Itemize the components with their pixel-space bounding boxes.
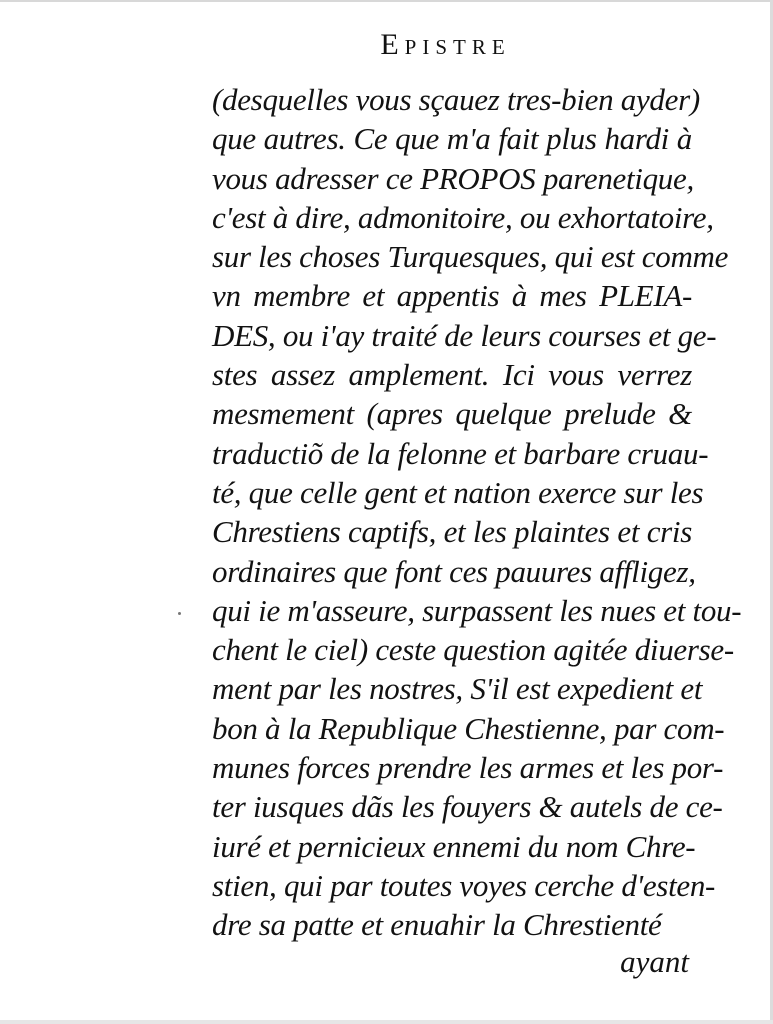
text-line: ter iusques dãs les fouyers & autels de ce-: [212, 789, 723, 825]
page-top-edge: [0, 0, 773, 2]
running-head: Epistre: [380, 28, 511, 61]
text-line: dre sa patte et enuahir la Chrestienté: [212, 907, 662, 943]
text-line: mesmement (apres quelque prelude &: [212, 396, 692, 432]
text-line: (desquelles vous sçauez tres-bien ayder): [212, 82, 700, 117]
text-line: qui ie m'asseure, surpassent les nues et tou-: [212, 592, 742, 628]
catchword: ayant: [620, 944, 689, 979]
text-line: sur les choses Turquesques, qui est comme: [212, 239, 729, 275]
page-bottom-edge: [0, 1020, 773, 1024]
text-line: vous adresser ce PROPOS parenetique,: [212, 160, 694, 196]
text-line: Chrestiens captifs, et les plaintes et cris: [212, 514, 692, 550]
text-line: vn membre et appentis à mes PLEIA-: [212, 278, 692, 314]
text-line: munes forces prendre les armes et les por-: [212, 750, 724, 786]
text-line: traductiõ de la felonne et barbare cruau-: [212, 435, 709, 471]
text-line: ment par les nostres, S'il est expedient et: [212, 671, 703, 707]
text-line: iuré et pernicieux ennemi du nom Chre-: [212, 828, 696, 864]
text-line: stien, qui par toutes voyes cerche d'esten-: [212, 867, 716, 903]
text-line: que autres. Ce que m'a fait plus hardi à: [212, 121, 692, 157]
text-line: bon à la Republique Chestienne, par com-: [212, 710, 725, 746]
text-line: ordinaires que font ces pauures affligez,: [212, 553, 696, 589]
text-line: té, que celle gent et nation exerce sur les: [212, 474, 704, 510]
text-line: stes assez amplement. Ici vous verrez: [212, 357, 692, 393]
text-line: c'est à dire, admonitoire, ou exhortatoire,: [212, 199, 714, 235]
ink-speck: [178, 612, 181, 615]
text-line: chent le ciel) ceste question agitée diuerse-: [212, 632, 734, 668]
body-text: [212, 80, 742, 945]
text-line: DES, ou i'ay traité de leurs courses et ge-: [212, 317, 717, 353]
